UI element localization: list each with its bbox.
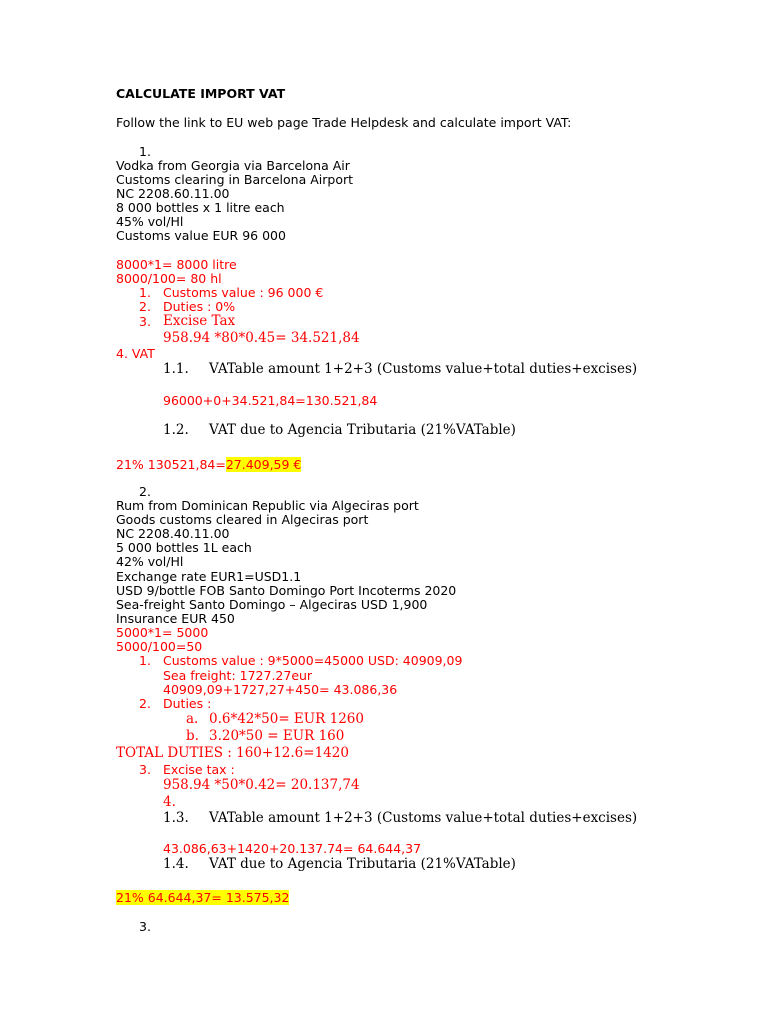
list-letter: b.	[186, 728, 199, 744]
case2-duty-b: 3.20*50 = EUR 160	[209, 728, 345, 744]
case1-line: 8 000 bottles x 1 litre each	[116, 200, 285, 215]
case2-calc-litres: 5000*1= 5000	[116, 625, 209, 640]
list-number: 1.	[139, 285, 151, 300]
case2-duty-a: 0.6*42*50= EUR 1260	[209, 711, 364, 727]
document-title: CALCULATE IMPORT VAT	[116, 86, 286, 101]
list-number: 1.2.	[163, 422, 189, 438]
intro-text: Follow the link to EU web page Trade Helpdesk and calculate import VAT:	[116, 115, 572, 130]
case2-excise-heading: Excise tax :	[163, 762, 235, 777]
case3-number: 3.	[139, 919, 151, 934]
case1-number: 1.	[139, 144, 151, 159]
list-letter: a.	[186, 711, 199, 727]
list-number: 4.	[163, 794, 176, 810]
case2-vatable-heading: VATable amount 1+2+3 (Customs value+total duties+excises)	[209, 810, 638, 826]
case2-line: NC 2208.40.11.00	[116, 526, 230, 541]
case1-calc-litres: 8000*1= 8000 litre	[116, 257, 237, 272]
case1-vat-result	[116, 457, 301, 472]
list-number: 3.	[139, 762, 151, 777]
list-number: 2.	[139, 299, 151, 314]
case2-number: 2.	[139, 484, 151, 499]
case1-line: Vodka from Georgia via Barcelona Air	[116, 158, 350, 173]
case2-excise-calc: 958.94 *50*0.42= 20.137,74	[163, 777, 360, 793]
case1-line: NC 2208.60.11.00	[116, 186, 230, 201]
case2-vat-due-heading: VAT due to Agencia Tributaria (21%VATable)	[209, 856, 516, 872]
case2-line: Rum from Dominican Republic via Algeciras port	[116, 498, 419, 513]
case2-line: 5 000 bottles 1L each	[116, 540, 252, 555]
case2-sea-freight: Sea freight: 1727.27eur	[163, 668, 313, 683]
case2-duties-heading: Duties :	[163, 696, 212, 711]
case1-vat-heading: 4. VAT	[116, 346, 155, 361]
list-number: 3.	[139, 314, 151, 329]
case2-customs-total: 40909,09+1727,27+450= 43.086,36	[163, 682, 398, 697]
case1-excise-calc: 958.94 *80*0.45= 34.521,84	[163, 330, 360, 346]
case2-line: Sea-freight Santo Domingo – Algeciras USD 1,900	[116, 597, 428, 612]
case2-line: 42% vol/Hl	[116, 554, 184, 569]
case1-line: Customs value EUR 96 000	[116, 228, 286, 243]
case1-vat-due-heading: VAT due to Agencia Tributaria (21%VATable)	[209, 422, 516, 438]
case2-line: USD 9/bottle FOB Santo Domingo Port Incoterms 2020	[116, 583, 457, 598]
case2-customs-value: Customs value : 9*5000=45000 USD: 40909,09	[163, 653, 463, 668]
list-number: 1.	[139, 653, 151, 668]
case1-result-highlight: 27.409,59 €	[225, 457, 302, 472]
case1-duties: Duties : 0%	[163, 299, 236, 314]
case1-excise-heading: Excise Tax	[163, 313, 236, 329]
case1-customs-value: Customs value : 96 000 €	[163, 285, 324, 300]
case1-line: 45% vol/Hl	[116, 214, 184, 229]
case2-calc-hl: 5000/100=50	[116, 639, 203, 654]
list-number: 1.1.	[163, 361, 189, 377]
case1-vatable-calc: 96000+0+34.521,84=130.521,84	[163, 393, 378, 408]
case2-line: Goods customs cleared in Algeciras port	[116, 512, 369, 527]
case2-line: Exchange rate EUR1=USD1.1	[116, 569, 302, 584]
case2-vat-result	[116, 890, 289, 905]
case2-line: Insurance EUR 450	[116, 611, 235, 626]
list-number: 1.4.	[163, 856, 189, 872]
list-number: 1.3.	[163, 810, 189, 826]
case1-vatable-heading: VATable amount 1+2+3 (Customs value+total duties+excises)	[209, 361, 638, 377]
case1-calc-hl: 8000/100= 80 hl	[116, 271, 222, 286]
list-number: 2.	[139, 696, 151, 711]
case2-vatable-calc: 43.086,63+1420+20.137.74= 64.644,37	[163, 841, 422, 856]
case2-total-duties: TOTAL DUTIES : 160+12.6=1420	[116, 745, 349, 761]
case1-line: Customs clearing in Barcelona Airport	[116, 172, 354, 187]
case2-result-highlight: 21% 64.644,37= 13.575,32	[116, 890, 290, 905]
case1-result-prefix: 21% 130521,84=	[116, 457, 226, 472]
